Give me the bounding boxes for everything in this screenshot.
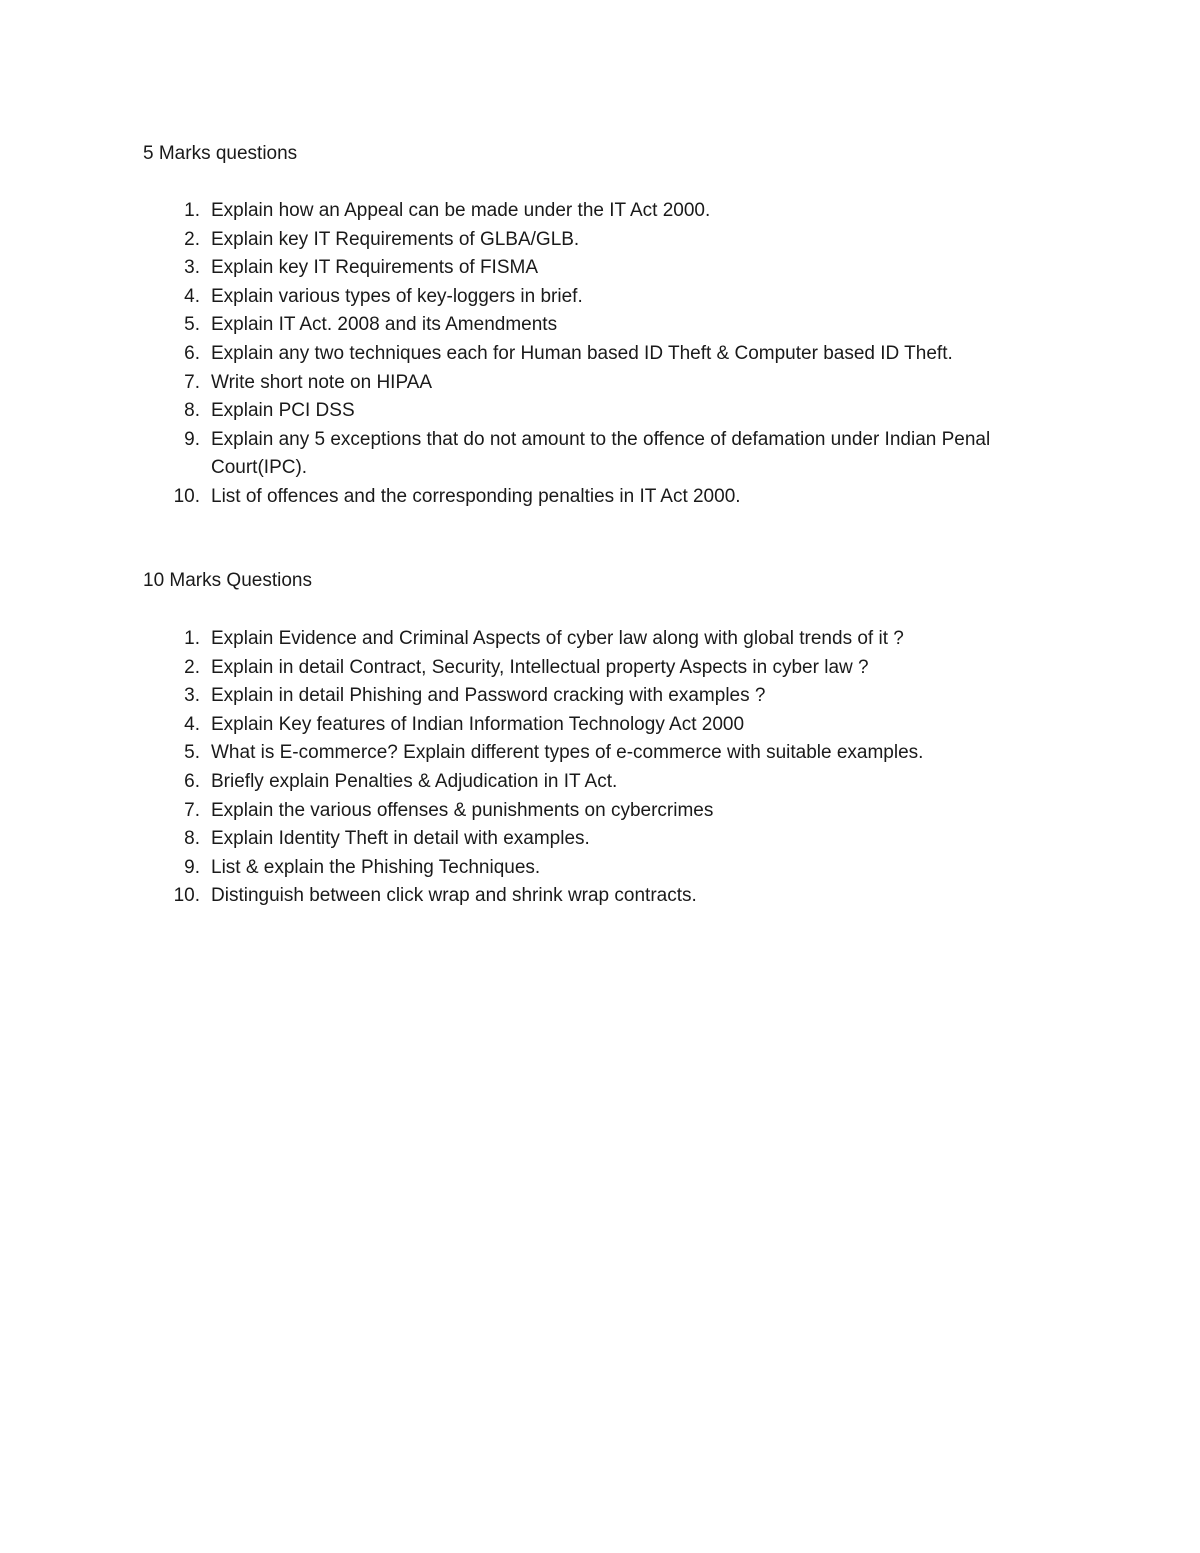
question-text: Explain key IT Requirements of FISMA: [211, 257, 538, 279]
question-number: 6.: [184, 770, 200, 792]
question-text: Explain various types of key-loggers in brief.: [211, 285, 583, 307]
question-text: Explain any two techniques each for Human based ID Theft & Computer based ID Theft.: [211, 342, 953, 364]
list-item: [0, 739, 1200, 768]
question-number: 8.: [184, 828, 200, 850]
question-number: 4.: [184, 285, 200, 307]
question-number: 9.: [184, 428, 200, 450]
section-heading-10-marks: 10 Marks Questions: [143, 570, 312, 591]
question-number: 3.: [184, 685, 200, 707]
question-text: Briefly explain Penalties & Adjudication in IT Act.: [211, 770, 618, 792]
question-text: List of offences and the corresponding penalties in IT Act 2000.: [211, 485, 741, 507]
list-item: [0, 654, 1200, 683]
question-number: 10.: [173, 485, 200, 507]
list-item: [0, 397, 1200, 426]
list-item: [0, 483, 1200, 512]
question-text: Explain key IT Requirements of GLBA/GLB.: [211, 228, 580, 250]
question-number: 1.: [184, 200, 200, 221]
list-item: [0, 369, 1200, 398]
question-text: Explain any 5 exceptions that do not amount to the offence of defamation under Indian Penal Court(IPC).: [211, 428, 991, 479]
list-item: [0, 226, 1200, 255]
list-item: [0, 283, 1200, 312]
list-item: [0, 768, 1200, 797]
list-item: [0, 340, 1200, 369]
question-number: 1.: [184, 628, 200, 649]
question-number: 5.: [184, 742, 200, 764]
question-text: List & explain the Phishing Techniques.: [211, 856, 541, 878]
question-number: 7.: [184, 799, 200, 821]
question-number: 3.: [184, 257, 200, 279]
question-text: Explain in detail Contract, Security, Intellectual property Aspects in cyber law ?: [211, 656, 869, 678]
list-item: [0, 426, 1200, 483]
section-heading-5-marks: 5 Marks questions: [143, 143, 298, 164]
question-text: Explain PCI DSS: [211, 400, 355, 422]
list-item: [0, 682, 1200, 711]
question-text: Explain Identity Theft in detail with examples.: [211, 828, 590, 850]
list-item: [0, 625, 1200, 654]
question-number: 7.: [184, 371, 200, 393]
question-number: 6.: [184, 342, 200, 364]
list-item: [0, 797, 1200, 826]
question-list-10-marks: [0, 625, 1200, 911]
question-text: Explain Evidence and Criminal Aspects of cyber law along with global trends of it ?: [211, 628, 904, 649]
list-item: [0, 711, 1200, 740]
question-number: 2.: [184, 656, 200, 678]
question-text: Write short note on HIPAA: [211, 371, 433, 393]
question-text: Explain in detail Phishing and Password cracking with examples ?: [211, 685, 766, 707]
question-text: Explain how an Appeal can be made under the IT Act 2000.: [211, 200, 711, 221]
list-item: [0, 311, 1200, 340]
list-item: [0, 882, 1200, 911]
question-number: 4.: [184, 713, 200, 735]
question-number: 10.: [173, 885, 200, 907]
list-item: [0, 197, 1200, 226]
question-number: 9.: [184, 856, 200, 878]
list-item: [0, 825, 1200, 854]
list-item: [0, 854, 1200, 883]
question-text: Explain IT Act. 2008 and its Amendments: [211, 314, 558, 336]
question-number: 2.: [184, 228, 200, 250]
question-text: Explain the various offenses & punishments on cybercrimes: [211, 799, 714, 821]
question-text: What is E-commerce? Explain different types of e-commerce with suitable examples.: [211, 742, 924, 764]
question-text: Explain Key features of Indian Information Technology Act 2000: [211, 713, 745, 735]
question-number: 8.: [184, 400, 200, 422]
question-text: Distinguish between click wrap and shrink wrap contracts.: [211, 885, 697, 907]
list-item: [0, 254, 1200, 283]
question-number: 5.: [184, 314, 200, 336]
question-list-5-marks: [0, 197, 1200, 512]
